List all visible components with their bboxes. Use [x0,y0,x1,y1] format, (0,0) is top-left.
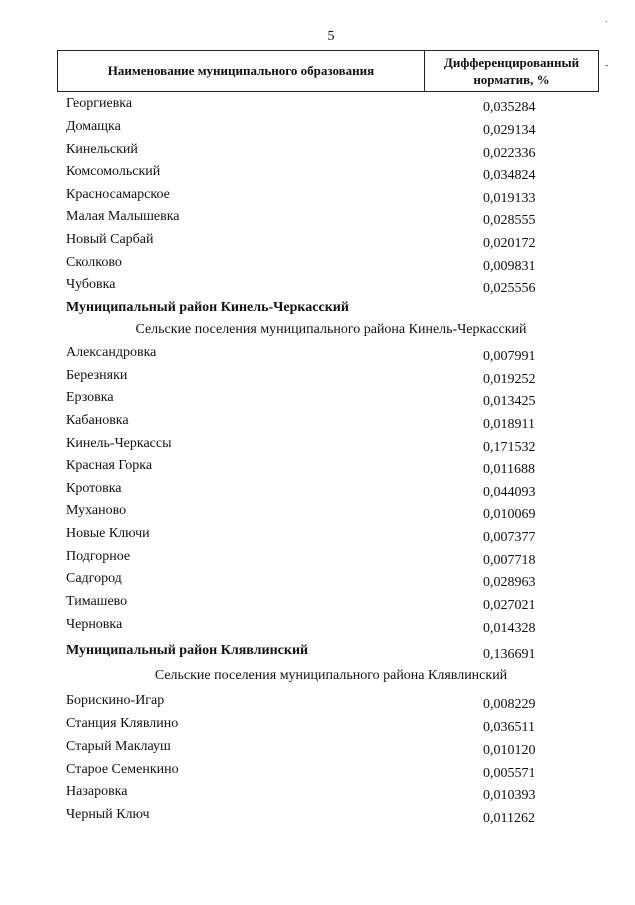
normative-value: 0,019133 [483,191,536,206]
normative-value: 0,014328 [483,621,536,636]
column-header-name: Наименование муниципального образования [58,51,425,91]
settlement-name: Тимашево [66,594,128,609]
table-row [0,209,635,231]
normative-value: 0,010393 [483,788,536,803]
normative-value: 0,034824 [483,168,536,183]
normative-value: 0,171532 [483,440,536,455]
normative-value: 0,035284 [483,100,536,115]
subtitle-row [0,322,635,344]
settlement-name: Сколково [66,255,122,270]
settlement-name: Чубовка [66,277,116,292]
normative-value: 0,007377 [483,530,536,545]
settlement-name: Красносамарское [66,187,170,202]
settlement-name: Березняки [66,368,128,383]
table-row [0,436,635,458]
table-row [0,390,635,412]
table-row [0,187,635,209]
normative-value: 0,028963 [483,575,536,590]
settlement-name: Ерзовка [66,390,114,405]
settlement-name: Борискино-Игар [66,693,165,708]
column-header-value-line1: Дифференцированный [443,55,580,70]
table-row [0,255,635,277]
normative-value: 0,010069 [483,507,536,522]
normative-value: 0,022336 [483,146,536,161]
table-row [0,549,635,571]
settlement-name: Домащка [66,119,121,134]
settlement-name: Новый Сарбай [66,232,154,247]
table-row [0,458,635,480]
section-subtitle: Сельские поселения муниципального района Кинель-Черкасский [135,322,527,337]
district-row [0,300,635,322]
table-row [0,693,635,715]
normative-value: 0,011688 [483,462,535,477]
normative-value: 0,028555 [483,213,536,228]
page-number: 5 [327,29,335,44]
table-row [0,617,635,639]
normative-value: 0,013425 [483,394,536,409]
normative-value: 0,018911 [483,417,535,432]
normative-value: 0,025556 [483,281,536,296]
district-row [0,643,635,665]
settlement-name: Старый Маклауш [66,739,171,754]
settlement-name: Кинель-Черкассы [66,436,172,451]
settlement-name: Комсомольский [66,164,161,179]
table-row [0,368,635,390]
settlement-name: Кротовка [66,481,122,496]
normative-value: 0,019252 [483,372,536,387]
table-row [0,762,635,784]
table-row [0,277,635,299]
settlement-name: Черный Ключ [66,807,150,822]
normative-value: 0,029134 [483,123,536,138]
normative-value: 0,009831 [483,259,536,274]
section-subtitle: Сельские поселения муниципального района Клявлинский [154,668,508,683]
table-row [0,784,635,806]
normative-value: 0,027021 [483,598,536,613]
table-row [0,739,635,761]
settlement-name: Малая Малышевка [66,209,180,224]
settlement-name: Кабановка [66,413,129,428]
table-header [57,50,599,92]
table-row [0,571,635,593]
table-row [0,526,635,548]
normative-value: 0,020172 [483,236,536,251]
settlement-name: Кинельский [66,142,138,157]
settlement-name: Александровка [66,345,157,360]
normative-value: 0,036511 [483,720,535,735]
settlement-name: Муханово [66,503,127,518]
settlement-name: Подгорное [66,549,131,564]
table-row [0,119,635,141]
table-row [0,232,635,254]
settlement-name: Назаровка [66,784,128,799]
table-row [0,481,635,503]
settlement-name: Георгиевка [66,96,133,111]
table-row [0,96,635,118]
table-row [0,164,635,186]
normative-value: 0,007991 [483,349,536,364]
table-row [0,142,635,164]
table-row [0,503,635,525]
table-row [0,594,635,616]
table-row [0,807,635,829]
settlement-name: Старое Семенкино [66,762,179,777]
district-name: Муниципальный район Кинель-Черкасский [66,300,349,315]
normative-value: 0,010120 [483,743,536,758]
district-name: Муниципальный район Клявлинский [66,643,309,658]
table-row [0,413,635,435]
table-row [0,716,635,738]
normative-value: 0,008229 [483,697,536,712]
table-row [0,345,635,367]
normative-value: 0,011262 [483,811,535,826]
scan-mark-dot: . [605,14,608,25]
settlement-name: Станция Клявлино [66,716,179,731]
column-header-value-line2: норматив, % [473,72,550,87]
normative-value: 0,005571 [483,766,536,781]
settlement-name: Красная Горка [66,458,153,473]
settlement-name: Новые Ключи [66,526,150,541]
normative-value: 0,136691 [483,647,536,662]
scan-mark-dash: - [605,60,609,71]
normative-value: 0,044093 [483,485,536,500]
normative-value: 0,007718 [483,553,536,568]
settlement-name: Садгород [66,571,122,586]
subtitle-row [0,668,635,690]
column-header-value [425,51,598,91]
settlement-name: Черновка [66,617,123,632]
